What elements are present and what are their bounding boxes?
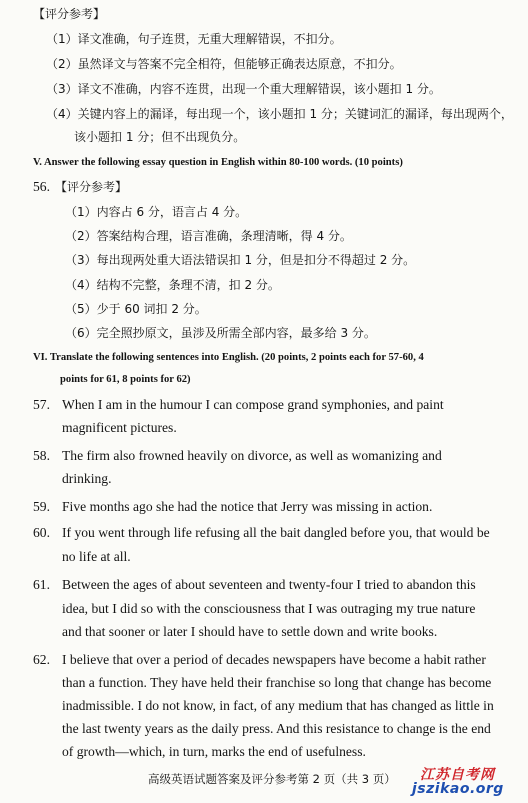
ref-title-essay: 【评分参考】 <box>55 180 128 194</box>
section-vi-heading-cont: points for 61, 8 points for 62) <box>60 374 191 385</box>
ref-item: （3）译文不准确，内容不连贯，出现一个重大理解错误，该小题扣 1 分。 <box>46 82 441 96</box>
answer-line: than a function. They have held their franchise so long that change has become <box>62 675 492 690</box>
essay-ref-item: （5）少于 60 词扣 2 分。 <box>65 302 207 316</box>
essay-ref-item: （6）完全照抄原文，虽涉及所需全部内容，最多给 3 分。 <box>65 326 376 340</box>
essay-ref-item: （1）内容占 6 分，语言占 4 分。 <box>65 205 248 219</box>
answer-number: 61. <box>33 577 50 592</box>
answer-number: 57. <box>33 397 50 412</box>
ref-title-translation: 【评分参考】 <box>33 7 106 21</box>
answer-line: Five months ago she had the notice that Jerry was missing in action. <box>62 499 433 514</box>
answer-line: drinking. <box>62 471 112 486</box>
answer-number: 62. <box>33 652 50 667</box>
essay-ref-item: （3）每出现两处重大语法错误扣 1 分，但是扣分不得超过 2 分。 <box>65 253 416 267</box>
watermark-logo-text: 江苏自考网 <box>420 767 495 783</box>
answer-line: When I am in the humour I can compose grand symphonies, and paint <box>62 397 444 412</box>
answer-line: the last twenty years as the daily press. And this resistance to change is the end <box>62 721 491 736</box>
question-number: 56. <box>33 179 50 194</box>
answer-line: The firm also frowned heavily on divorce, as well as womanizing and <box>62 448 442 463</box>
answer-line: inadmissible. I do not know, in fact, of any medium that has changed as little in <box>62 698 494 713</box>
answer-number: 59. <box>33 499 50 514</box>
ref-item: （4）关键内容上的漏译，每出现一个，该小题扣 1 分；关键词汇的漏译，每出现两个， <box>46 107 513 121</box>
answer-number: 60. <box>33 525 50 540</box>
answer-line: and that sooner or later I should have to settle down and write books. <box>62 624 438 639</box>
answer-line: Between the ages of about seventeen and twenty-four I tried to abandon this <box>62 577 476 592</box>
ref-item: （1）译文准确，句子连贯，无重大理解错误，不扣分。 <box>46 32 342 46</box>
answer-line: If you went through life refusing all the bait dangled before you, that would be <box>62 525 490 540</box>
answer-line: idea, but I did so with the consciousness that I was outraging my true nature <box>62 601 476 616</box>
answer-line: magnificent pictures. <box>62 420 177 435</box>
answer-line: no life at all. <box>62 549 131 564</box>
ref-item-continuation: 该小题扣 1 分；但不出现负分。 <box>74 130 246 144</box>
section-vi-heading: VI. Translate the following sentences into English. (20 points, 2 points each for 57-60, 4 <box>33 352 424 363</box>
page-footer: 高级英语试题答案及评分参考第 2 页（共 3 页） <box>148 772 396 786</box>
answer-number: 58. <box>33 448 50 463</box>
section-v-heading: V. Answer the following essay question in English within 80-100 words. (10 points) <box>33 157 403 168</box>
essay-ref-item: （4）结构不完整，条理不清，扣 2 分。 <box>65 278 280 292</box>
ref-item: （2）虽然译文与答案不完全相符，但能够正确表达原意，不扣分。 <box>46 57 402 71</box>
essay-ref-item: （2）答案结构合理，语言准确，条理清晰，得 4 分。 <box>65 229 352 243</box>
answer-line: of growth—which, in turn, marks the end of usefulness. <box>62 744 366 759</box>
answer-line: I believe that over a period of decades newspapers have become a habit rather <box>62 652 486 667</box>
watermark-url: jszikao.org <box>412 781 504 797</box>
